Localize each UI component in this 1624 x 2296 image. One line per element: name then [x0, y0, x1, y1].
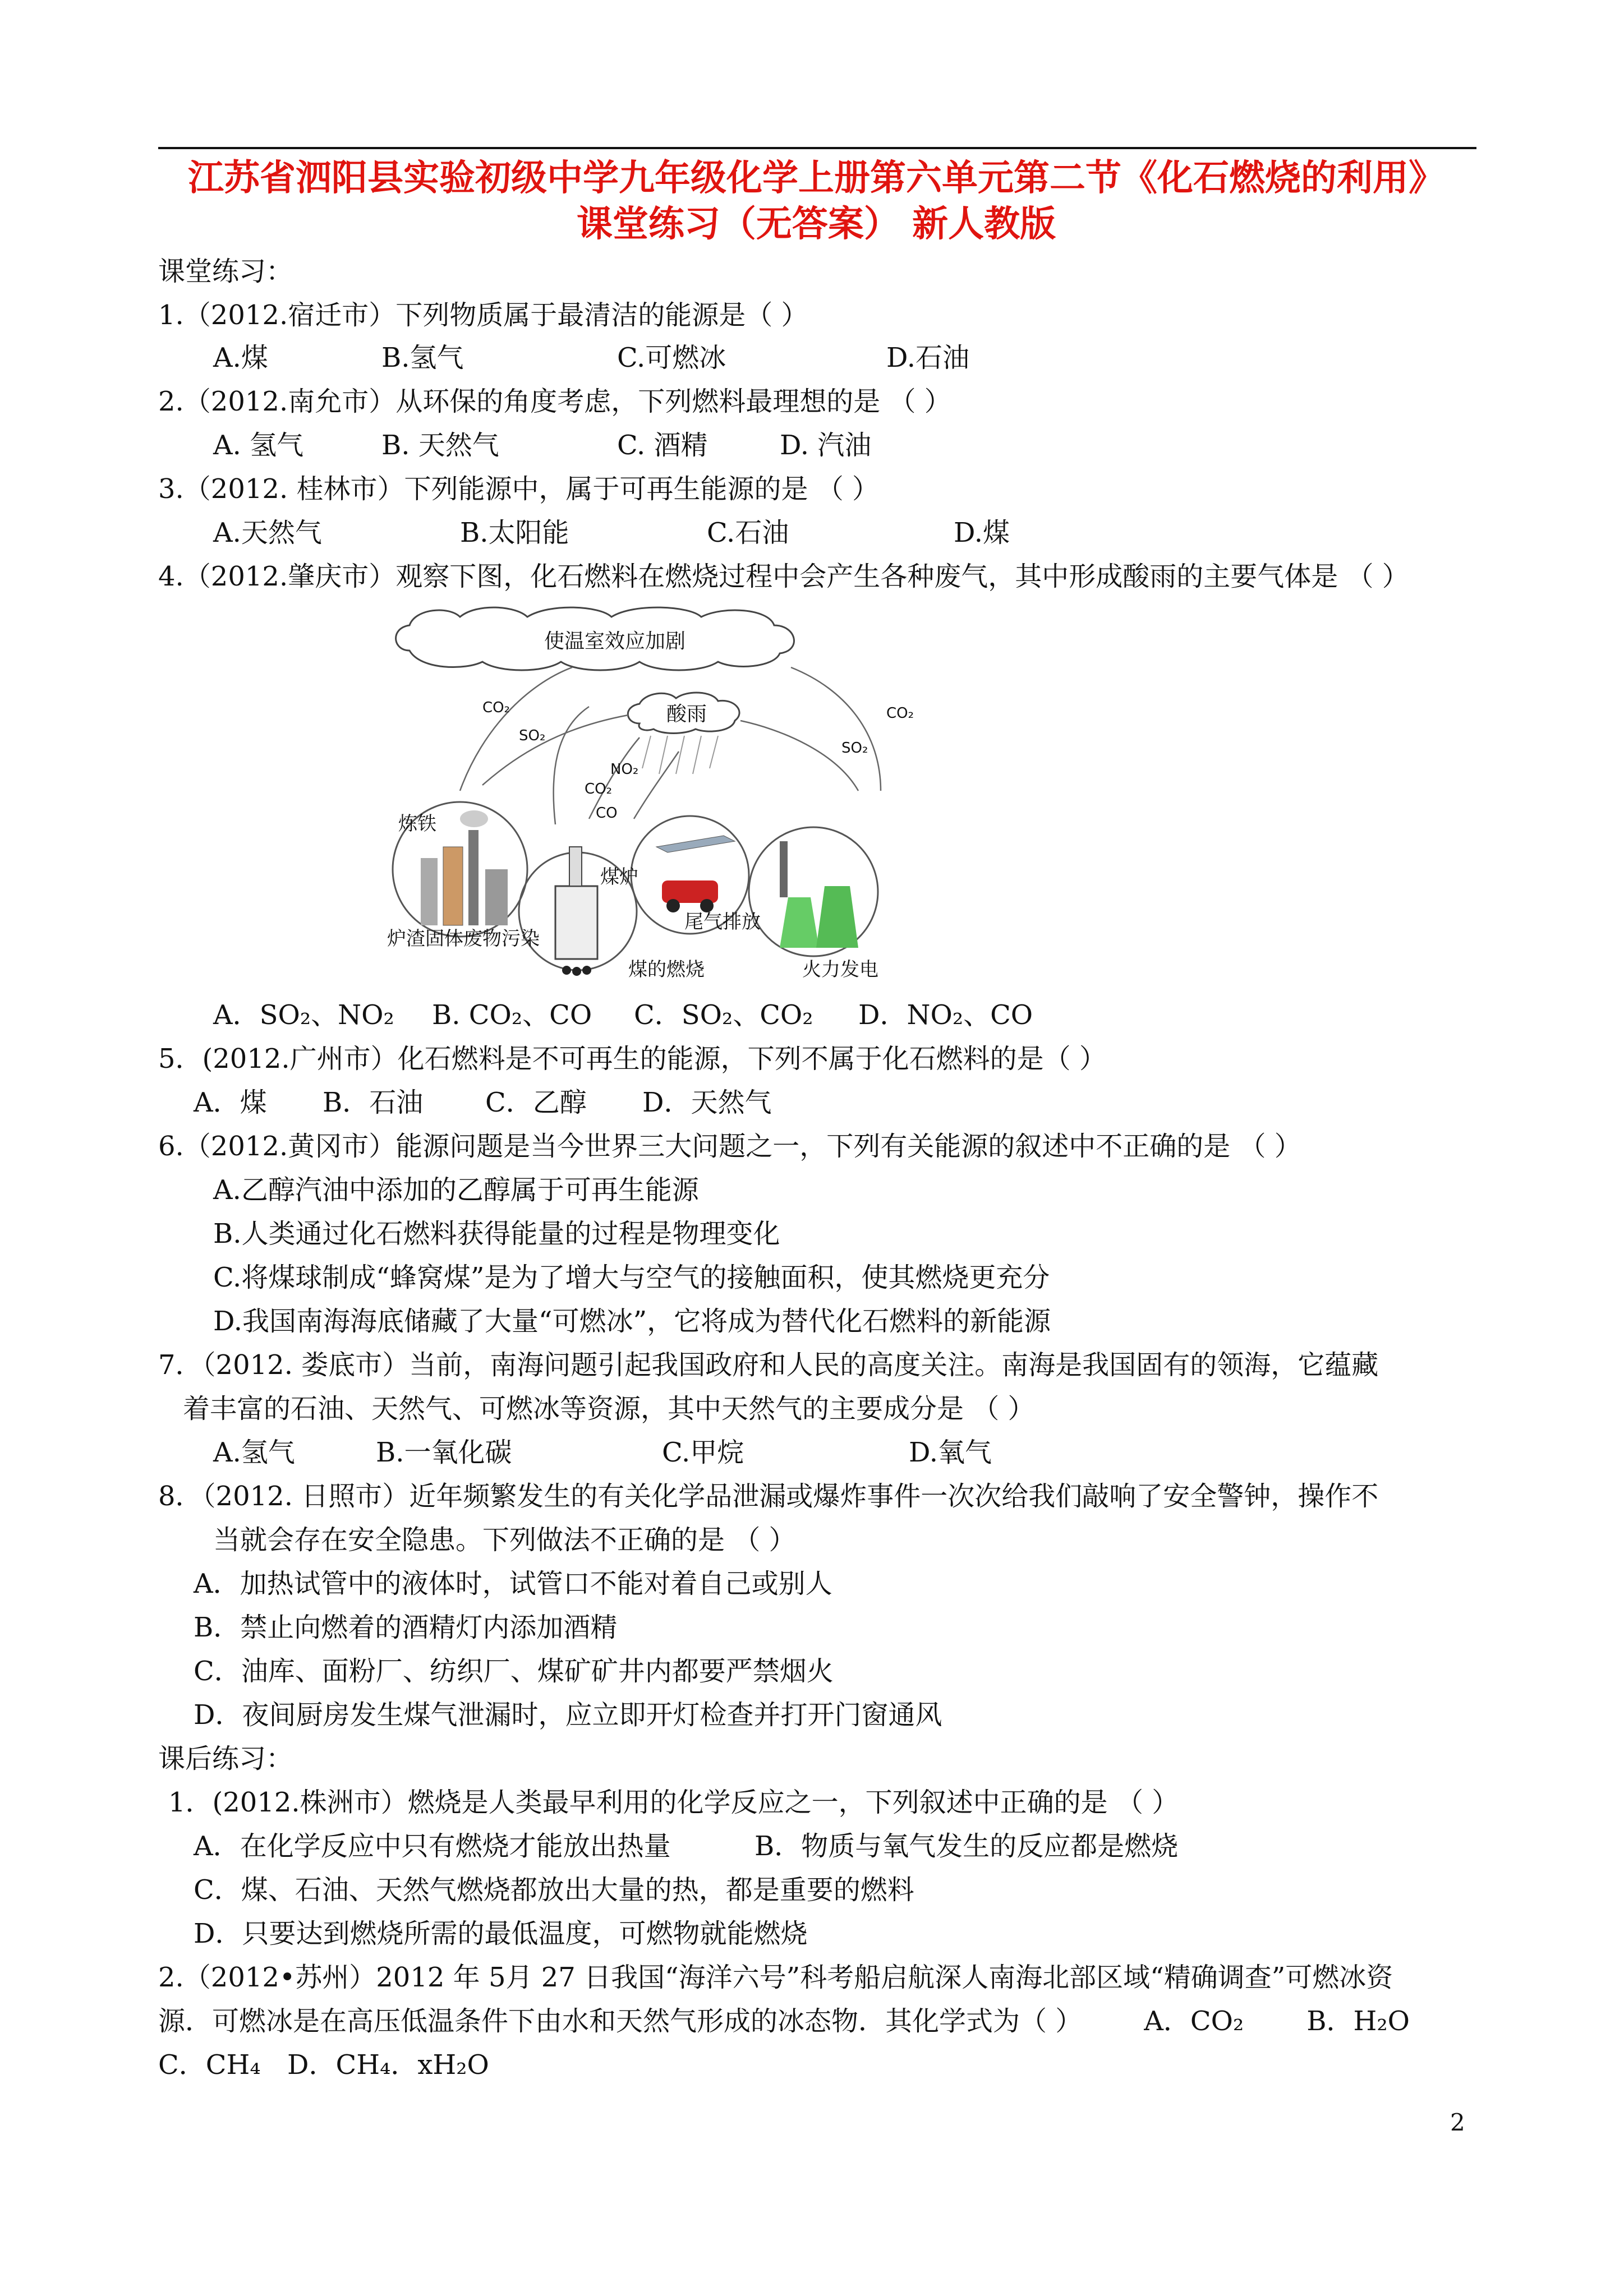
co2-label-1: CO₂	[482, 699, 510, 716]
q8-option-a: A．加热试管中的液体时，试管口不能对着自己或别人	[194, 1568, 832, 1599]
q8-stem-line1: 8．（2012. 日照市）近年频繁发生的有关化学品泄漏或爆炸事件一次次给我们敲响了安全警钟，操作不	[158, 1481, 1379, 1512]
q6-option-d: D.我国南海海底储藏了大量“可燃冰”，它将成为替代化石燃料的新能源	[213, 1306, 1051, 1337]
p2-stem-line2	[158, 2003, 1410, 2039]
q8-stem-line2: 当就会存在安全隐患。下列做法不正确的是 （ ）	[213, 1524, 796, 1556]
section-classroom: 课堂练习：	[158, 256, 293, 287]
p2-options-cd	[158, 2047, 489, 2083]
p1-option-a: A．在化学反应中只有燃烧才能放出热量	[194, 1831, 671, 1862]
q5-option-a: A．煤	[194, 1087, 267, 1118]
q7-stem-line1: 7．（2012. 娄底市）当前，南海问题引起我国政府和人民的高度关注。南海是我国固有的领海，它蕴藏	[158, 1349, 1379, 1381]
q5-option-c: C．乙醇	[485, 1087, 587, 1118]
q7-option-d: D.氧气	[909, 1437, 992, 1468]
q4-option-b: B. CO₂、CO	[432, 999, 592, 1031]
furnace-label: 煤炉	[600, 866, 638, 888]
co2-label-2: CO₂	[886, 705, 914, 722]
vehicles-drawing	[656, 836, 735, 912]
power-plant-drawing	[780, 841, 858, 948]
q2-option-d: D. 汽油	[780, 430, 872, 461]
q7-options	[213, 1435, 992, 1470]
q1-option-a: A.煤	[213, 342, 268, 374]
q2-stem: 2.（2012.南允市）从环保的角度考虑，下列燃料最理想的是 （ ）	[158, 386, 951, 417]
p1-option-b: B．物质与氧气发生的反应都是燃烧	[755, 1831, 1179, 1862]
title-line-1: 江苏省泗阳县实验初级中学九年级化学上册第六单元第二节《化石燃烧的利用》	[188, 157, 1444, 199]
q7-option-a: A.氢气	[213, 1437, 295, 1468]
p2-option-b: B．H₂O	[1306, 2005, 1410, 2037]
q6-option-c: C.将煤球制成“蜂窝煤”是为了增大与空气的接触面积，使其燃烧更充分	[213, 1262, 1050, 1293]
q2-option-c: C. 酒精	[617, 430, 708, 461]
q5-option-d: D．天然气	[642, 1087, 772, 1118]
q8-option-b: B．禁止向燃着的酒精灯内添加酒精	[194, 1612, 618, 1643]
q4-options	[213, 997, 1033, 1033]
header-rule	[158, 147, 1476, 149]
title-line-2: 课堂练习（无答案） 新人教版	[576, 203, 1056, 245]
cloud-acid-rain-label: 酸雨	[666, 703, 707, 726]
q4-stem: 4.（2012.肇庆市）观察下图，化石燃料在燃烧过程中会产生各种废气，其中形成酸雨的主要气体是 （ ）	[158, 561, 1409, 592]
q3-option-b: B.太阳能	[460, 517, 569, 548]
p1-option-c: C．煤、石油、天然气燃烧都放出大量的热，都是重要的燃料	[194, 1874, 914, 1906]
q6-option-b: B.人类通过化石燃料获得能量的过程是物理变化	[213, 1218, 780, 1250]
q2-option-b: B. 天然气	[381, 430, 499, 461]
so2-label-1: SO₂	[519, 727, 546, 744]
rain-streaks	[642, 736, 718, 774]
p1-options-ab	[194, 1828, 1178, 1864]
q6-option-a: A.乙醇汽油中添加的乙醇属于可再生能源	[213, 1174, 699, 1206]
q2-option-a: A. 氢气	[213, 430, 304, 461]
q1-option-d: D.石油	[886, 342, 970, 374]
exhaust-label: 尾气排放	[684, 911, 761, 933]
q5-option-b: B．石油	[323, 1087, 424, 1118]
gas-arrows	[460, 667, 881, 824]
p2-stem-line1: 2.（2012•苏州）2012 年 5月 27 日我国“海洋六号”科考船启航深人南海北部区域“精确调查”可燃冰资	[158, 1962, 1393, 1993]
p2-stem-line2-text: 源．可燃冰是在高压低温条件下由水和天然气形成的冰态物．其化学式为（ ）	[158, 2005, 1083, 2037]
so2-label-2: SO₂	[841, 740, 868, 757]
q8-option-d: D．夜间厨房发生煤气泄漏时，应立即开灯检查并打开门窗通风	[194, 1699, 942, 1731]
q1-option-c: C.可燃冰	[617, 342, 726, 374]
q2-options	[213, 427, 871, 463]
no2-label: NO₂	[610, 761, 639, 778]
q4-option-c: C．SO₂、CO₂	[634, 999, 813, 1031]
co2-label-3: CO₂	[585, 781, 613, 797]
furnace-drawing	[555, 847, 597, 976]
co-label: CO	[596, 805, 618, 822]
p2-option-c: C．CH₄	[158, 2049, 261, 2081]
q3-option-a: A.天然气	[213, 517, 322, 548]
power-label: 火力发电	[802, 958, 878, 981]
p2-option-d: D．CH₄．xH₂O	[287, 2049, 489, 2081]
q7-option-b: B.一氧化碳	[376, 1437, 512, 1468]
p2-option-a: A．CO₂	[1144, 2005, 1244, 2037]
q4-option-d: D．NO₂、CO	[858, 999, 1033, 1031]
page-number: 2	[1450, 2109, 1465, 2136]
q1-stem: 1.（2012.宿迁市）下列物质属于最清洁的能源是（ ）	[158, 299, 808, 331]
pollution-diagram	[387, 606, 1010, 998]
q3-stem: 3.（2012. 桂林市）下列能源中，属于可再生能源的是 （ ）	[158, 473, 879, 505]
q7-stem-line2: 着丰富的石油、天然气、可燃冰等资源，其中天然气的主要成分是 （ ）	[183, 1393, 1035, 1424]
cloud-greenhouse-label: 使温室效应加剧	[544, 630, 686, 653]
p1-option-d: D．只要达到燃烧所需的最低温度，可燃物就能燃烧	[194, 1918, 808, 1949]
q7-option-c: C.甲烷	[662, 1437, 744, 1468]
q5-options	[194, 1085, 772, 1121]
q6-stem: 6.（2012.黄冈市）能源问题是当今世界三大问题之一，下列有关能源的叙述中不正确的是 （ ）	[158, 1131, 1301, 1162]
q3-options	[213, 515, 1010, 551]
ironworks-label: 炼铁	[398, 813, 436, 835]
q8-option-c: C．油库、面粉厂、纺织厂、煤矿矿井内都要严禁烟火	[194, 1656, 834, 1687]
q1-option-b: B.氢气	[381, 342, 464, 374]
slag-label: 炉渣固体废物污染	[387, 928, 540, 950]
section-after-class: 课后练习：	[158, 1743, 293, 1774]
q1-options	[213, 340, 969, 376]
q4-option-a: A．SO₂、NO₂	[213, 999, 394, 1031]
p1-stem: 1．(2012.株洲市）燃烧是人类最早利用的化学反应之一，下列叙述中正确的是 （ ）	[168, 1787, 1179, 1818]
q3-option-d: D.煤	[954, 517, 1010, 548]
q3-option-c: C.石油	[707, 517, 789, 548]
coal-burn-label: 煤的燃烧	[628, 958, 705, 981]
q5-stem: 5．(2012.广州市）化石燃料是不可再生的能源，下列不属于化石燃料的是（ ）	[158, 1043, 1106, 1075]
